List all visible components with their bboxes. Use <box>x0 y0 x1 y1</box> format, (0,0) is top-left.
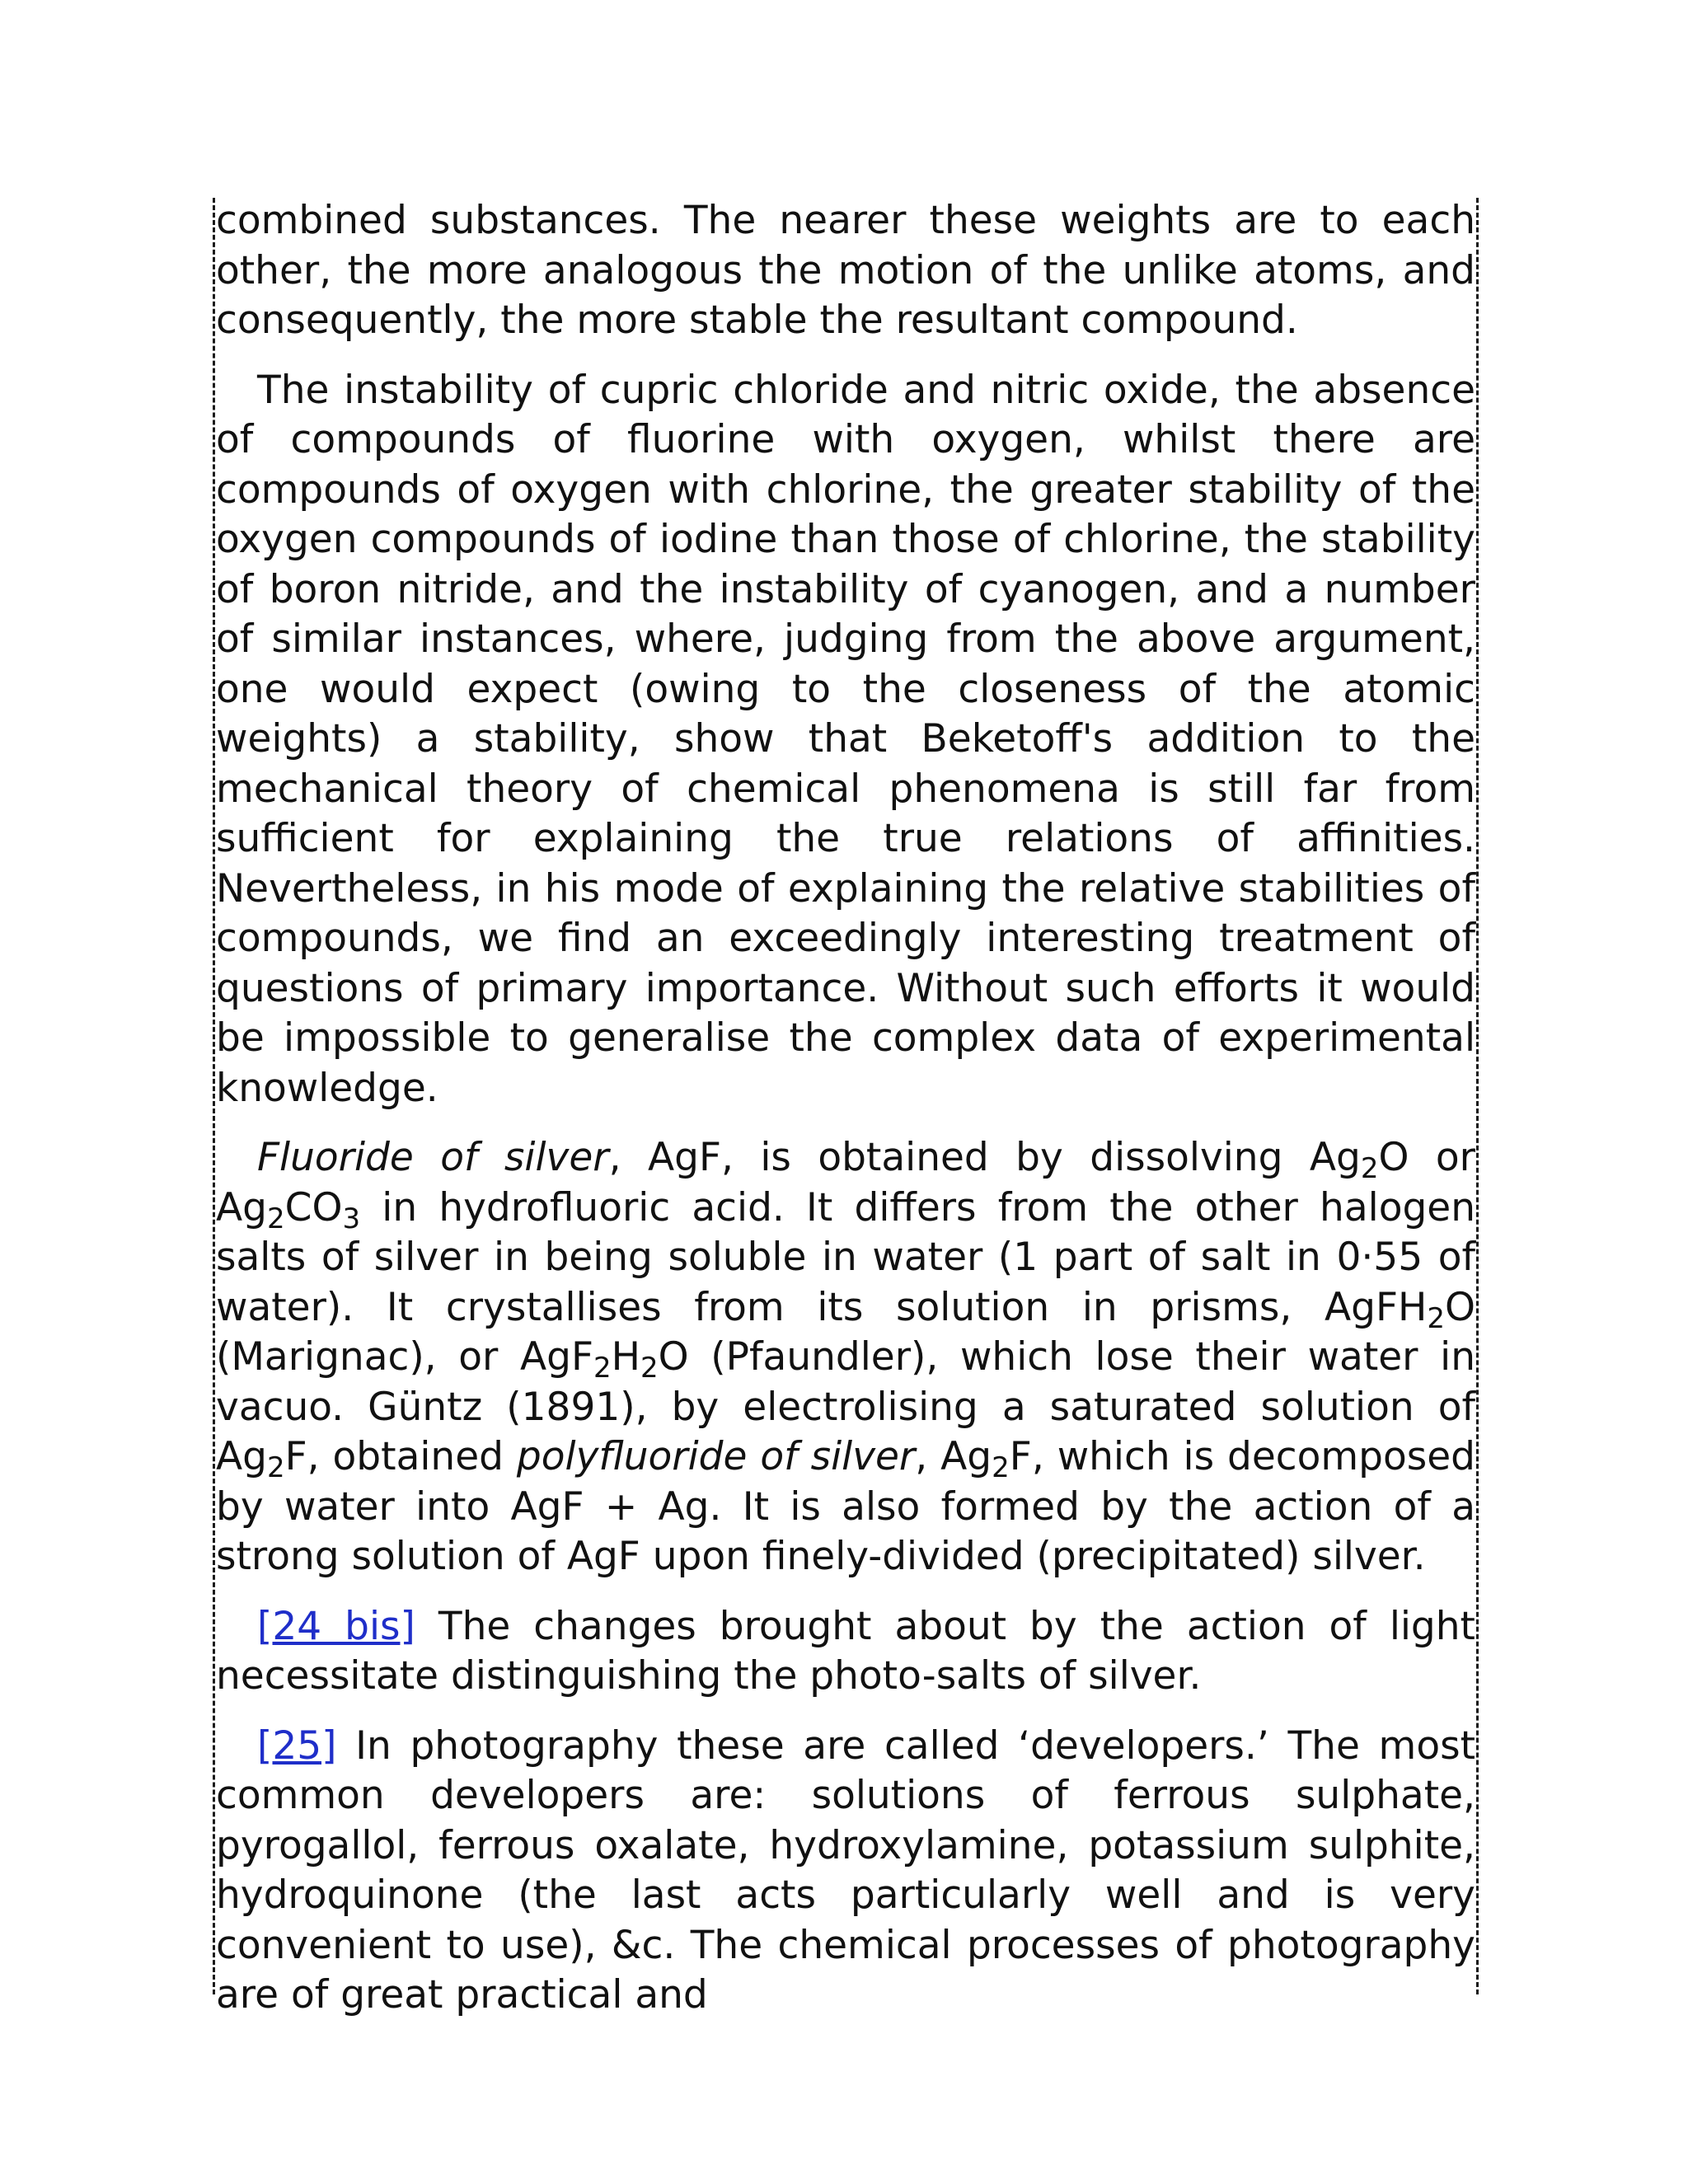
term-fluoride-of-silver: Fluoride of silver <box>257 1135 609 1180</box>
paragraph-affinities <box>216 366 1475 1114</box>
footnote-link-24-bis[interactable]: [24 bis] <box>257 1603 415 1649</box>
footnote-link-25[interactable]: [25] <box>257 1722 337 1769</box>
footnote-25 <box>216 1722 1475 2021</box>
text-run: , AgF, is obtained by dissolving Ag <box>608 1135 1361 1180</box>
paragraph-continued <box>216 196 1475 346</box>
paragraph-text: The instability of cupric chloride and nitric oxide, the absence of compounds of fluorine with oxygen, whilst there are compounds of oxygen with chlorine, the greater stability of the oxygen compounds of iodine than those of chlorine, the stability of boron nitride, and the instability of cyanogen, and a number of similar instances, where, judging from the above argument, one would expect (owing to the closeness of the atomic weights) a stability, show that Beketoff's addition to the mechanical theory of chemical phenomena is still far from sufficient for explaining the true relations of affinities. Nevertheless, in his mode of explaining the relative stabilities of compounds, we find an exceedingly interesting treatment of questions of primary importance. Without such efforts it would be impossible to generalise the complex data of experimental knowledge. <box>216 367 1475 1111</box>
text-run: H <box>611 1334 641 1380</box>
text-run: CO <box>284 1184 343 1230</box>
footnote-text: The changes brought about by the action of light necessitate distinguishing the photo-salts of silver. <box>216 1603 1475 1699</box>
term-polyfluoride-of-silver: polyfluoride of silver <box>516 1434 916 1479</box>
text-run: F, obtained <box>284 1434 517 1479</box>
text-run: in hydrofluoric acid. It differs from the other halogen salts of silver in being soluble in water (1 part of salt in 0·55 of water). It crystallises from its solution in prisms, AgFH <box>216 1184 1475 1330</box>
subscript: 2 <box>640 1352 659 1385</box>
subscript: 2 <box>1427 1301 1445 1335</box>
subscript: 2 <box>267 1202 285 1235</box>
subscript: 3 <box>342 1202 361 1235</box>
subscript: 2 <box>593 1352 612 1385</box>
text-run: O (Pfaundler), which lose their water in vacuo. Güntz (1891), by electrolising a saturated solution of Ag <box>216 1334 1476 1479</box>
text-run: F, which is decomposed by water into AgF + Ag. It is also formed by the action of a strong solution of AgF upon finely-divided (precipitated) silver. <box>216 1434 1475 1579</box>
subscript: 2 <box>992 1451 1010 1484</box>
paragraph-fluoride-of-silver <box>216 1133 1475 1582</box>
text-run: , Ag <box>915 1434 992 1479</box>
footnote-24-bis <box>216 1602 1475 1702</box>
paragraph-text: combined substances. The nearer these weights are to each other, the more analogous the motion of the unlike atoms, and consequently, the more stable the resultant compound. <box>216 198 1475 343</box>
subscript: 2 <box>1360 1152 1379 1185</box>
text-run: O (Marignac), or AgF <box>216 1284 1475 1380</box>
text-run: O or Ag <box>216 1135 1476 1230</box>
document-body <box>216 196 1475 2041</box>
footnote-text: In photography these are called ‘developers.’ The most common developers are: solutions of ferrous sulphate, pyrogallol, ferrous oxalate, hydroxylamine, potassium sulphite, hydroquinone (the last acts particularly well and is very convenient to use), &c. The chemical processes of photography are of great practical and <box>216 1722 1475 2018</box>
subscript: 2 <box>267 1451 285 1484</box>
